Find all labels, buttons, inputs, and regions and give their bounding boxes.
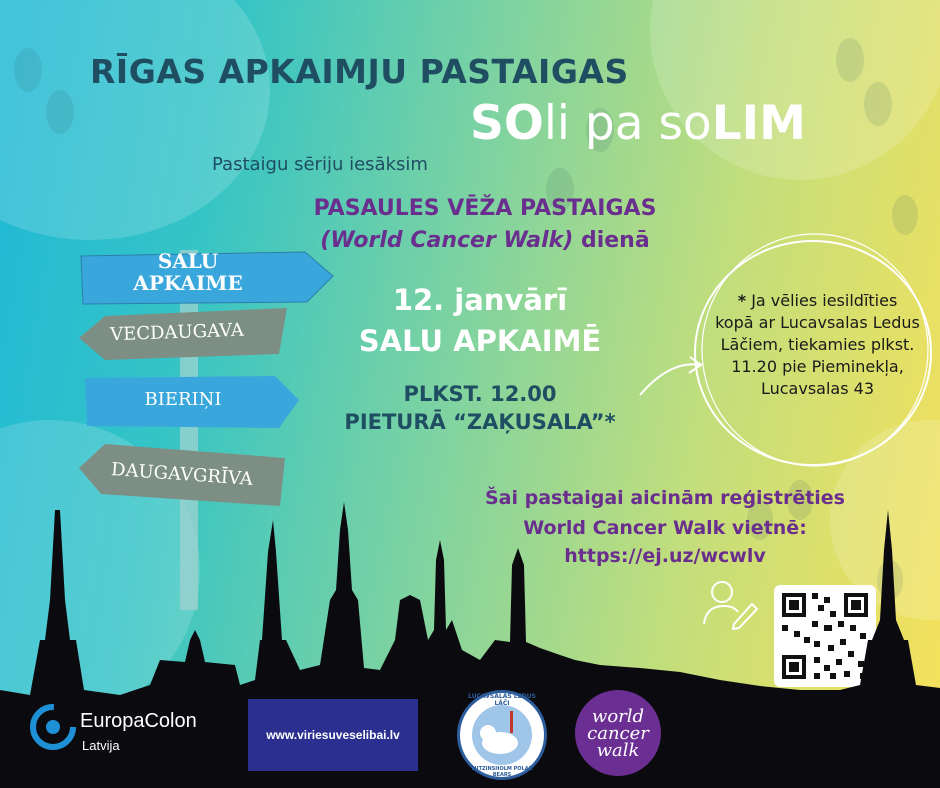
website-logo-text: www.viriesuveselibai.lv: [266, 728, 400, 742]
warmup-note: [700, 290, 935, 400]
europacolon-logo-icon: [30, 704, 76, 750]
polar-bears-logo-bottom-text: LUTZINSHOLM POLAR BEARS: [471, 766, 533, 778]
sign-bierini: BIERIŅI: [144, 388, 222, 410]
europacolon-logo-sub: Latvija: [82, 738, 120, 753]
sign-salu-apkaime: [88, 250, 288, 294]
slogan-part: li pa so: [543, 96, 712, 151]
note-line: 11.20 pie Pieminekļa,: [731, 357, 904, 376]
event-place: SALU APKAIMĒ: [358, 324, 602, 358]
wcw-logo-line: world: [591, 705, 645, 727]
page-title: RĪGAS APKAIMJU PASTAIGAS: [90, 52, 629, 91]
slogan-part: SO: [470, 96, 544, 151]
note-line: Lucavsalas 43: [760, 379, 874, 398]
registration-line2: World Cancer Walk vietnē:: [523, 517, 807, 539]
registration-line1: Šai pastaigai aicinām reģistrēties: [484, 487, 845, 509]
slogan: [470, 96, 806, 151]
sign-daugavgriva: DAUGAVGRĪVA: [110, 458, 254, 490]
polar-bears-logo-top-text: LUCAVSALAS LEDUS LĀČI: [468, 693, 536, 707]
note-line: Lāčiem, tiekamies plkst.: [720, 335, 915, 354]
note-line-text: Ja vēlies iesildīties: [751, 291, 898, 310]
sign-vecdaugava: VECDAUGAVA: [109, 319, 245, 345]
intro-text: Pastaigu sēriju iesāksim: [212, 154, 428, 175]
event-subheading-italic: (World Cancer Walk): [320, 228, 574, 253]
note-star: *: [737, 291, 747, 310]
website-logo[interactable]: [248, 699, 418, 771]
europacolon-logo-name: EuropaColon: [80, 710, 197, 732]
event-date: 12. janvārī: [392, 283, 568, 317]
wcw-logo-line: walk: [596, 739, 640, 761]
wcw-logo-line: cancer: [587, 722, 649, 744]
event-heading: PASAULES VĒŽA PASTAIGAS: [313, 196, 657, 221]
registration-url[interactable]: https://ej.uz/wcwlv: [564, 545, 766, 567]
event-stop: PIETURĀ “ZAĶUSALA”*: [344, 410, 616, 434]
event-time: PLKST. 12.00: [403, 382, 557, 406]
world-cancer-walk-logo: [575, 690, 661, 776]
sign-label: SALU APKAIME: [133, 249, 243, 295]
slogan-part: LIM: [711, 96, 806, 151]
note-line: [700, 290, 935, 312]
note-line: kopā ar Lucavsalas Ledus: [715, 313, 920, 332]
event-subheading-rest: dienā: [573, 228, 650, 253]
